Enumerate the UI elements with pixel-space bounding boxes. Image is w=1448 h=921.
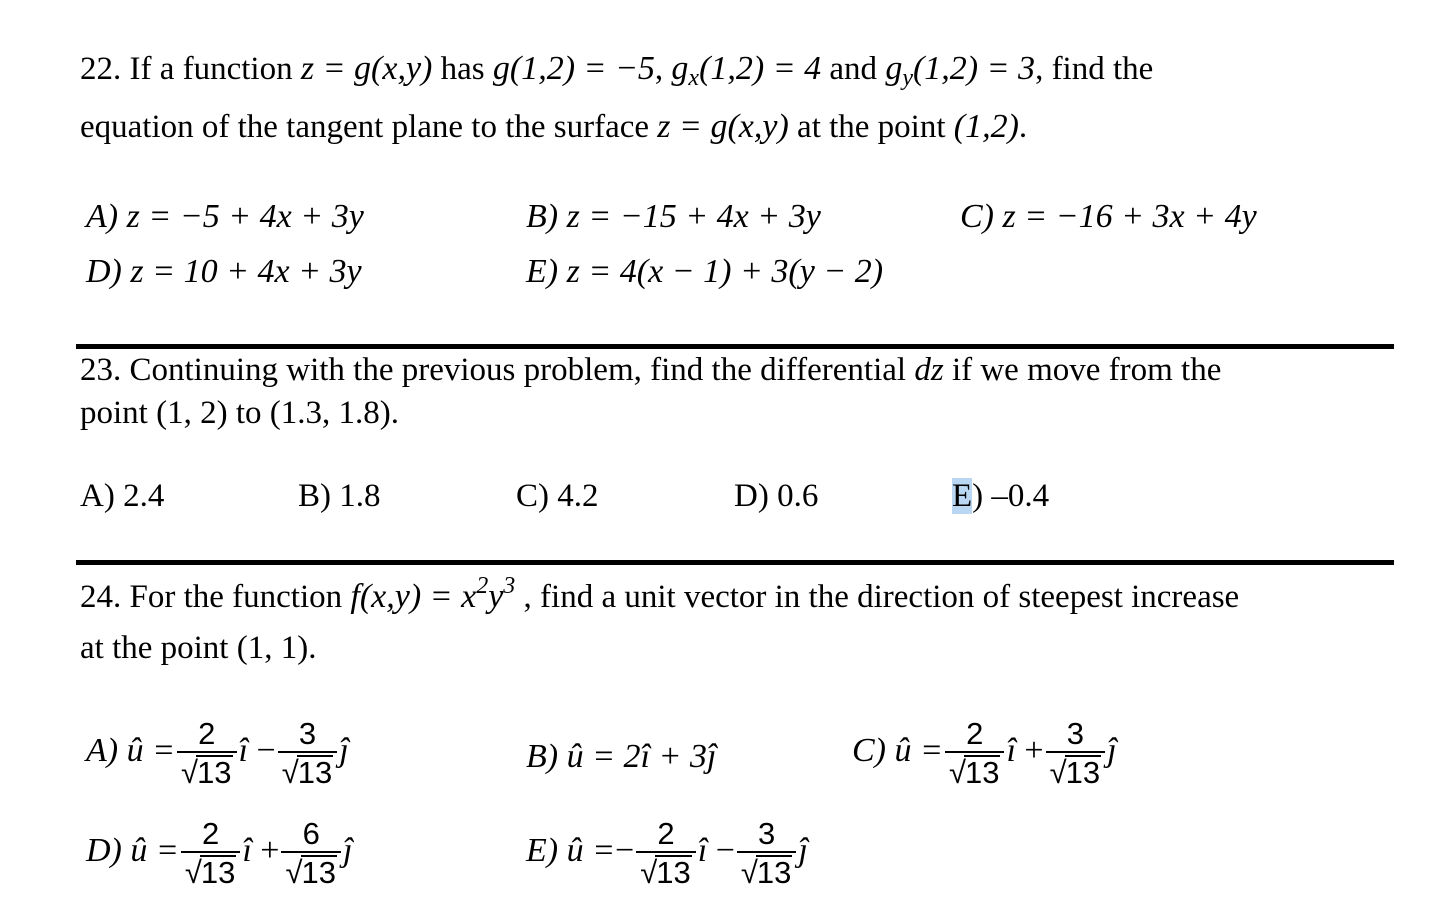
divider-rule — [76, 344, 1394, 349]
q22-g-value: g(1,2) = −5 — [492, 50, 655, 87]
divider-rule — [76, 560, 1394, 565]
selection-highlight: E — [952, 478, 973, 514]
q23-choice-b[interactable]: B) 1.8 — [298, 478, 381, 514]
q22-line2 — [80, 110, 1027, 144]
q22-choice-e[interactable]: E) z = 4(x − 1) + 3(y − 2) — [526, 253, 884, 290]
q24-line1a: 24. For the function — [80, 579, 343, 615]
q23-line1 — [80, 354, 1221, 387]
q22-line2a: equation of the tangent plane to the surface — [80, 109, 650, 145]
q24-line2: at the point (1, 1). — [80, 630, 317, 666]
q22-line1: 22. If a function z = g(x,y) has g(1,2) = −5, $g_x(1,2) = 4$ and $g_y(1,2) = 3$, find the — [80, 50, 1154, 91]
q22-number: 22. — [80, 51, 122, 87]
q24-line1 — [80, 573, 1240, 615]
q22-gy: $g_y(1,2) = 3$ — [885, 50, 1036, 91]
q22-choice-d[interactable]: D) z = 10 + 4x + 3y — [86, 253, 362, 290]
q24-choice-e[interactable]: E) û =− $\frac{2}{√13}$ î − $\frac{3}{√13}$ ĵ — [526, 816, 808, 890]
q22-func: z = g(x,y) — [300, 50, 433, 87]
q23-line2: point (1, 2) to (1.3, 1.8). — [80, 395, 399, 431]
q22-surface: z = g(x,y) — [657, 108, 789, 145]
q23-choice-c[interactable]: C) 4.2 — [516, 478, 599, 514]
q23-dz: dz — [914, 352, 944, 388]
q23-choice-d[interactable]: D) 0.6 — [734, 478, 819, 514]
q23-choice-e[interactable]: E) –0.4 — [952, 478, 1050, 514]
q22-line2b: at the point — [797, 109, 946, 145]
q23-line1a: 23. Continuing with the previous problem, find the differential — [80, 352, 907, 388]
q24-line1b: , find a unit vector in the direction of steepest increase — [523, 579, 1240, 615]
q22-period: . — [1018, 109, 1028, 145]
q22-choice-b[interactable]: B) z = −15 + 4x + 3y — [526, 198, 821, 235]
q24-choice-a[interactable]: A) û = $\frac{2}{√13}$ î − $\frac{3}{√13}$ ĵ — [86, 716, 349, 790]
q22-choice-c[interactable]: C) z = −16 + 3x + 4y — [960, 198, 1257, 235]
q24-func: $f(x,y) = x^2y^3$ — [350, 573, 516, 615]
q23-line1b: if we move from the — [951, 352, 1222, 388]
q23-choice-a[interactable]: A) 2.4 — [80, 478, 165, 514]
q22-has: has — [440, 51, 485, 87]
q22-gx: $g_x(1,2) = 4$ — [671, 50, 822, 91]
q22-and: and — [829, 51, 878, 87]
q24-choice-d[interactable]: D) û = $\frac{2}{√13}$ î + $\frac{6}{√13}$ ĵ — [86, 816, 353, 890]
q22-choice-a[interactable]: A) z = −5 + 4x + 3y — [86, 198, 364, 235]
q24-choice-b[interactable]: B) û = 2î + 3ĵ — [526, 738, 717, 775]
q22-lead: If a function — [129, 51, 293, 87]
q22-point: (1,2) — [953, 108, 1019, 145]
q22-tail: , find the — [1035, 51, 1154, 87]
q24-choice-c[interactable]: C) û = $\frac{2}{√13}$ î + $\frac{3}{√13}$ ĵ — [852, 716, 1117, 790]
